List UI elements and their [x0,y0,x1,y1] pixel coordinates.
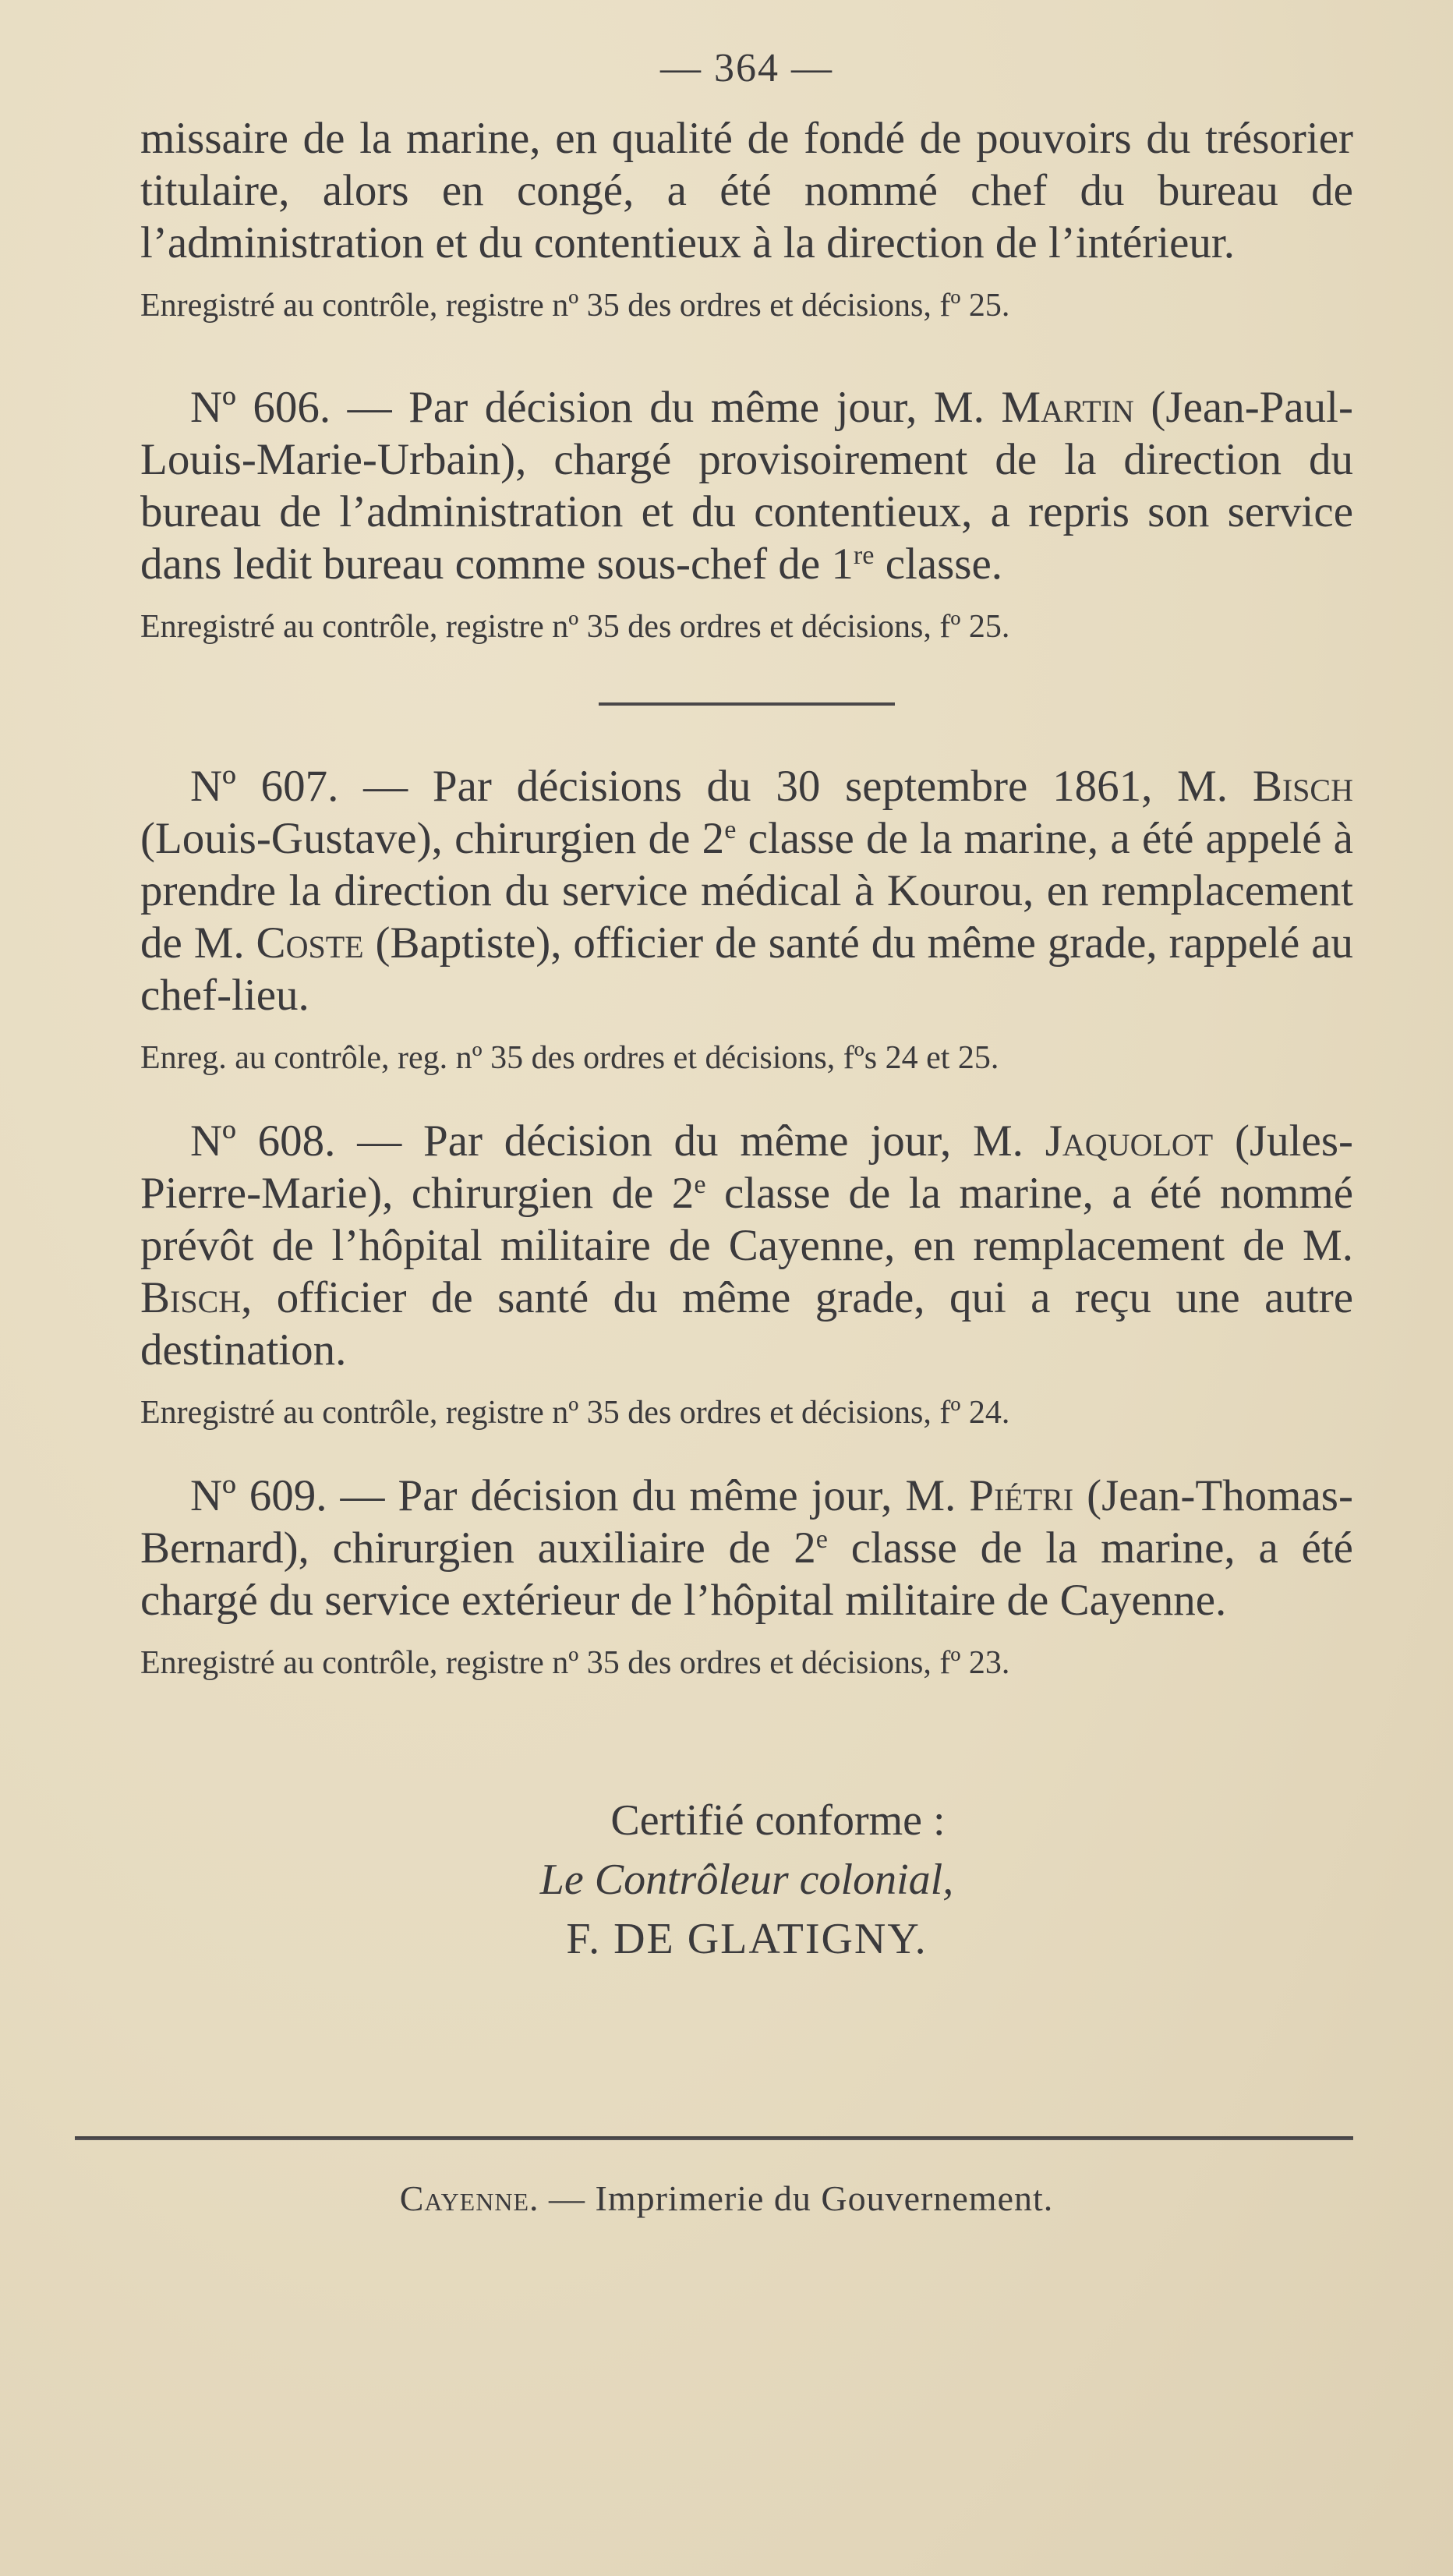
entry-text: classe. [874,540,1003,589]
entry-number: Nº 608. [190,1116,336,1166]
entry-606 [140,381,1353,590]
signatory-name: F. DE GLATIGNY. [566,1915,928,1963]
certification-statement: Certifié conforme : [610,1796,946,1845]
entry-number: Nº 607. [190,762,339,811]
entry-number: Nº 609. [190,1471,327,1520]
imprint-place: Cayenne [399,2178,529,2218]
entry-lead: — Par décision du même jour, M. [335,1116,1045,1166]
printer-imprint [0,2175,1453,2222]
page-number: — 364 — [660,46,833,90]
entry-text: (Baptiste), officier de santé du même grade, rappelé au chef-lieu. [140,918,1353,1020]
person-name: Martin [1001,383,1134,432]
person-name: Piétri [969,1471,1074,1520]
opening-registration: Enregistré au contrôle, registre nº 35 des ordres et décisions, fº 25. [140,288,1010,324]
entry-607 [140,760,1353,1021]
entry-608-registration: Enregistré au contrôle, registre nº 35 des ordres et décisions, fº 24. [140,1395,1010,1431]
entry-text: classe de la marine, a été appelé à prendre la direction du service médical à Kourou, en remplacement de M. [140,814,1353,968]
signatory-title: Le Contrôleur colonial, [539,1856,954,1904]
ordinal-suffix: e [694,1170,706,1200]
entry-number: Nº 606. [190,383,331,432]
entry-606-registration: Enregistré au contrôle, registre nº 35 des ordres et décisions, fº 25. [140,609,1010,645]
entry-text: classe de la marine, a été nommé prévôt de l’hôpital militaire de Cayenne, en remplacement de M. [140,1169,1353,1270]
page-body [140,48,1353,1968]
section-divider [599,702,895,706]
person-name: Bisch [140,1273,242,1322]
entry-text: (Louis-Gustave), chirurgien de 2 [140,814,725,863]
entry-608 [140,1115,1353,1376]
ordinal-suffix: e [815,1525,828,1555]
certification-block [140,1792,1353,1968]
entry-607-registration: Enreg. au contrôle, reg. nº 35 des ordres et décisions, fºs 24 et 25. [140,1040,999,1076]
entry-text: classe de la marine, a été chargé du service extérieur de l’hôpital militaire de Cayenne. [140,1523,1353,1625]
entry-lead: — Par décision du même jour, M. [331,383,1002,432]
entry-text: (Jules-Pierre-Marie), chirurgien de 2 [140,1116,1353,1218]
entry-lead: — Par décisions du 30 septembre 1861, M. [338,762,1253,811]
ordinal-suffix: e [724,816,737,845]
person-name: Jaquolot [1045,1116,1214,1166]
entry-609-registration: Enregistré au contrôle, registre nº 35 des ordres et décisions, fº 23. [140,1645,1010,1681]
entry-609 [140,1470,1353,1626]
entry-text: , officier de santé du même grade, qui a reçu une autre destination. [140,1273,1353,1375]
person-name: Bisch [1252,762,1353,811]
footer-rule [75,2136,1353,2140]
imprint-text: . — Imprimerie du Gouvernement. [529,2178,1054,2218]
entry-lead: — Par décision du même jour, M. [327,1471,970,1520]
entry-text: (Jean-Thomas-Bernard), chirurgien auxiliaire de 2 [140,1471,1353,1573]
opening-paragraph: missaire de la marine, en qualité de fondé de pouvoirs du trésorier titulaire, alors en congé, a été nommé chef du bureau de l’administration et du contentieux à la direction de l’intérieur. [140,114,1353,267]
ordinal-suffix: re [853,541,875,571]
person-name: Coste [256,918,364,968]
entry-text: (Jean-Paul-Louis-Marie-Urbain), chargé provisoirement de la direction du bureau de l’administration et du contentieux, a repris son service dans ledit bureau comme sous-chef de 1 [140,383,1353,589]
